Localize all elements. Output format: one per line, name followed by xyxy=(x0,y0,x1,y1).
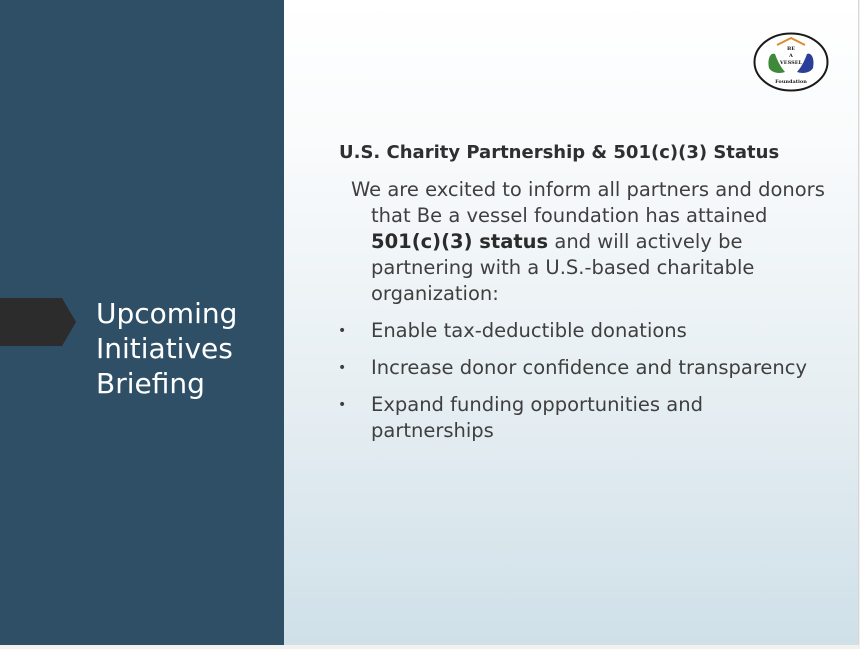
bullet-icon: • xyxy=(338,397,347,413)
intro-text-start: We are excited to inform all partners and donors that Be a vessel foundation has attained xyxy=(351,178,825,227)
section-heading: U.S. Charity Partnership & 501(c)(3) Status xyxy=(339,142,780,163)
intro-paragraph xyxy=(351,177,841,307)
list-item xyxy=(338,355,818,381)
bullet-text: Expand funding opportunities and partnerships xyxy=(371,393,703,442)
intro-text-end: and will actively be partnering with a U.S.-based charitable organization: xyxy=(371,230,755,305)
logo-text-be: BE xyxy=(786,46,796,52)
bullet-text: Increase donor confidence and transparency xyxy=(371,356,808,379)
intro-status-bold: 501(c)(3) status xyxy=(371,230,549,253)
logo-text-a: A xyxy=(789,53,793,59)
slide-title: Upcoming Initiatives Briefing xyxy=(96,297,238,400)
bullet-icon: • xyxy=(338,360,347,376)
bullet-text: Enable tax-deductible donations xyxy=(371,319,687,342)
logo-text-vessel: VESSEL xyxy=(779,60,803,66)
bullet-icon: • xyxy=(338,323,347,339)
bullet-list xyxy=(338,318,818,455)
logo-text-foundation: Foundation xyxy=(775,79,807,85)
foundation-logo xyxy=(753,32,829,92)
list-item xyxy=(338,318,818,344)
arrow-shape xyxy=(0,298,76,346)
list-item xyxy=(338,392,818,444)
